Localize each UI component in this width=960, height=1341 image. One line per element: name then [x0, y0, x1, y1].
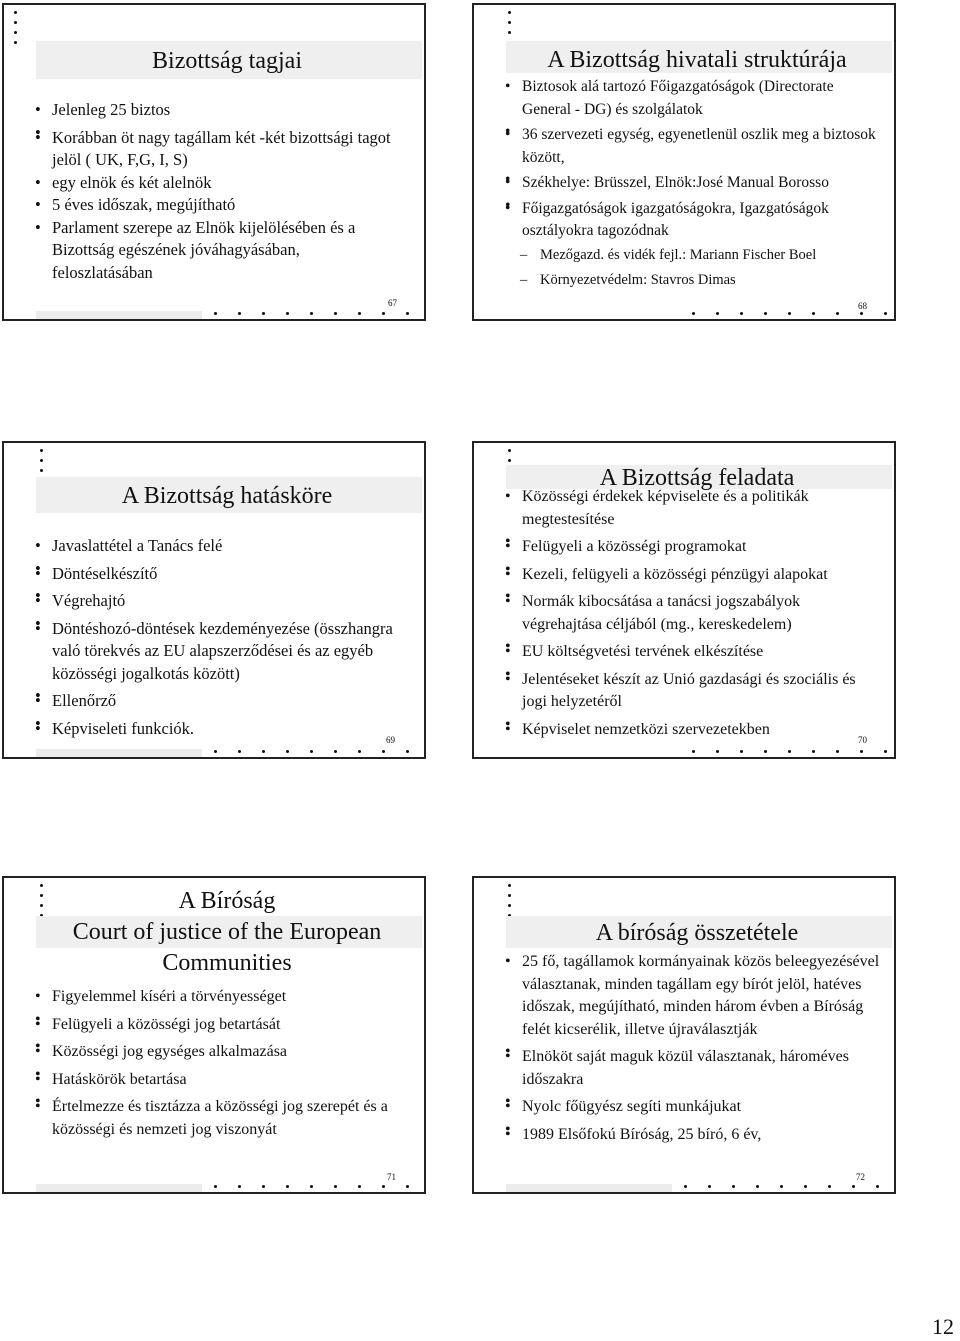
slide-70	[472, 441, 896, 759]
slide-number: 67	[388, 298, 397, 308]
slide-71	[2, 876, 426, 1194]
slide-title: A Bizottság feladata	[599, 465, 795, 491]
bottom-band	[36, 311, 202, 319]
list-item: • Normák kibocsátása a tanácsi jogszabályok végrehajtása céljából (mg., kereskedelem)	[504, 591, 884, 636]
slide-title	[36, 886, 418, 979]
slide-number: 71	[387, 1172, 396, 1182]
slide-number: 70	[858, 735, 867, 745]
list-item: • 25 fő, tagállamok kormányainak közös beleegyezésével választanak, minden tagállam egy bírót jelöl, hatéves időszak, megújítható, minden három évben a Bíróság felét kicserélik, illetve újraválasztják	[504, 951, 884, 1041]
list-item: • Figyelemmel kíséri a törvényességet	[34, 986, 394, 1009]
list-item: • Közösségi jog egységes alkalmazása	[34, 1041, 394, 1064]
slide-title: A Bizottság hatásköre	[121, 483, 333, 509]
page-number: 12	[932, 1314, 954, 1339]
list-item: • Ellenőrző	[34, 690, 394, 713]
slide-69	[2, 441, 426, 759]
bottom-band	[506, 1184, 672, 1192]
bullet-list	[34, 986, 394, 1141]
bullet-list	[504, 76, 884, 292]
list-item: • Képviselet nemzetközi szervezetekben	[504, 719, 884, 742]
list-item: • EU költségvetési tervének elkészítése	[504, 641, 884, 664]
list-item: • Felügyeli a közösségi programokat	[504, 536, 884, 559]
list-item: • 1989 Elsőfokú Bíróság, 25 bíró, 6 év,	[504, 1124, 884, 1147]
list-item: • Képviseleti funkciók.	[34, 718, 394, 741]
decorative-dots-horizontal	[692, 750, 892, 754]
list-item: • Közösségi érdekek képviselete és a politikák megtestesítése	[504, 486, 884, 531]
decorative-dots-horizontal	[214, 1185, 424, 1189]
slide-title: A Bizottság hivatali struktúrája	[547, 47, 847, 73]
list-item: • egy elnök és két alelnök	[34, 172, 394, 195]
slide-number: 69	[386, 735, 395, 745]
list-item: • Biztosok alá tartozó Főigazgatóságok (Directorate General - DG) és szolgálatok	[504, 76, 884, 121]
slide-title: Bizottság tagjai	[152, 48, 302, 74]
bullet-list	[34, 99, 394, 284]
list-item: • Hatáskörök betartása	[34, 1069, 394, 1092]
decorative-dots-horizontal	[214, 312, 424, 316]
list-item: • Döntéshozó-döntések kezdeményezése (összhangra való törekvés az EU alapszerződései és az egyéb közösségi jogalkotás között)	[34, 618, 394, 686]
slide-72	[472, 876, 896, 1194]
bullet-list	[504, 951, 884, 1146]
slide-title-line: A Bíróság	[178, 888, 276, 914]
slide-title: A bíróság összetétele	[595, 920, 799, 946]
list-item: • Főigazgatóságok igazgatóságokra, Igazgatóságok osztályokra tagozódnak	[504, 198, 884, 243]
slide-title-line: Communities	[162, 950, 292, 976]
list-item: • Kezeli, felügyeli a közösségi pénzügyi alapokat	[504, 564, 884, 587]
decorative-dots-horizontal	[684, 1185, 894, 1189]
list-item: • Korábban öt nagy tagállam két -két bizottsági tagot jelöl ( UK, F,G, I, S)	[34, 127, 394, 172]
list-item: • Székhelye: Brüsszel, Elnök:José Manual Borosso	[504, 172, 884, 195]
slide-number: 72	[856, 1172, 865, 1182]
list-item: • Jelenleg 25 biztos	[34, 99, 394, 122]
decorative-dots-horizontal	[692, 312, 892, 316]
bullet-list	[504, 486, 884, 741]
list-item: • 5 éves időszak, megújítható	[34, 194, 394, 217]
bottom-band	[36, 749, 202, 757]
list-item: • Jelentéseket készít az Unió gazdasági és szociális és jogi helyzetéről	[504, 669, 884, 714]
slide-number: 68	[858, 301, 867, 311]
bottom-band	[36, 1184, 202, 1192]
list-item: • Döntéselkészítő	[34, 563, 394, 586]
list-item: • 36 szervezeti egység, egyenetlenül oszlik meg a biztosok között,	[504, 124, 884, 169]
decorative-dots-vertical	[14, 11, 18, 51]
decorative-dots-horizontal	[214, 750, 424, 754]
list-item: • Felügyeli a közösségi jog betartását	[34, 1014, 394, 1037]
slide-67	[2, 3, 426, 321]
sub-list-item: – Környezetvédelm: Stavros Dimas	[504, 269, 884, 292]
bullet-list	[34, 535, 394, 740]
slide-68	[472, 3, 896, 321]
list-item: • Javaslattétel a Tanács felé	[34, 535, 394, 558]
list-item: • Parlament szerepe az Elnök kijelölésében és a Bizottság egészének jóváhagyásában, feloszlatásában	[34, 217, 394, 285]
list-item: • Elnököt saját maguk közül választanak, hároméves időszakra	[504, 1046, 884, 1091]
sub-list-item: – Mezőgazd. és vidék fejl.: Mariann Fischer Boel	[504, 244, 884, 267]
list-item: • Nyolc főügyész segíti munkájukat	[504, 1096, 884, 1119]
list-item: • Végrehajtó	[34, 590, 394, 613]
list-item: • Értelmezze és tisztázza a közösségi jog szerepét és a közösségi és nemzeti jog viszonyát	[34, 1096, 394, 1141]
slide-title-line: Court of justice of the European	[72, 919, 382, 945]
